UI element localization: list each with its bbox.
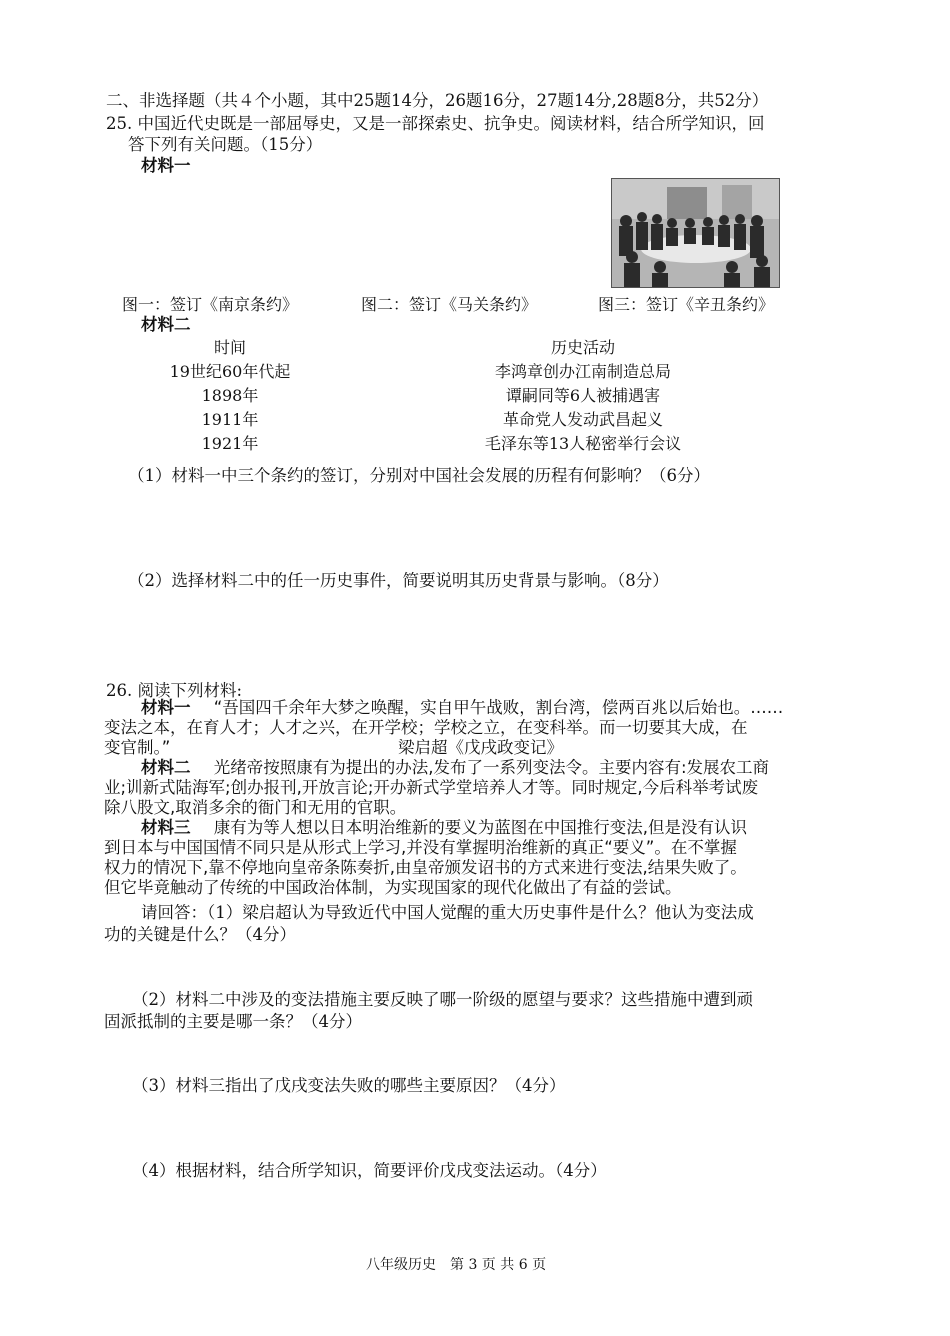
treaty-signing-photo bbox=[611, 178, 780, 288]
q25-stem-line2: 答下列有关问题。（15分） bbox=[128, 135, 323, 154]
table-cell-time: 1921年 bbox=[201, 434, 259, 453]
q26-material2-line2: 业;训新式陆海军;创办报刊,开放言论;开办新式学堂培养人才等。同时规定,今后科举考试废 bbox=[104, 778, 759, 797]
q26-ask1-line2: 功的关键是什么？（4分） bbox=[104, 925, 296, 944]
q26-material1-text: “吾国四千余年大梦之唤醒，实自甲午战败，割台湾，偿两百兆以后始也。…… bbox=[213, 698, 784, 717]
table-cell-time: 1898年 bbox=[201, 386, 259, 405]
q26-material3-line3: 权力的情况下,靠不停地向皇帝条陈奏折,由皇帝颁发诏书的方式来进行变法,结果失败了。 bbox=[104, 858, 747, 877]
table-cell-activity: 李鸿章创办江南制造总局 bbox=[494, 362, 671, 381]
q26-ask1-line1: 请回答：（1）梁启超认为导致近代中国人觉醒的重大历史事件是什么？他认为变法成 bbox=[141, 903, 754, 922]
q25-sub-question-2: （2）选择材料二中的任一历史事件，简要说明其历史背景与影响。（8分） bbox=[128, 571, 669, 590]
q26-material1-line3: 变官制。” bbox=[104, 738, 171, 757]
q26-material1-line2: 变法之本，在育人才；人才之兴，在开学校；学校之立，在变科举。而一切要其大成，在 bbox=[104, 718, 748, 737]
table-header-time: 时间 bbox=[213, 338, 246, 357]
q26-material2-text: 光绪帝按照康有为提出的办法,发布了一系列变法令。主要内容有:发展农工商 bbox=[213, 758, 770, 777]
q26-ask2-line2: 固派抵制的主要是哪一条？（4分） bbox=[104, 1012, 362, 1031]
page-footer: 八年级历史 第 3 页 共 6 页 bbox=[366, 1257, 547, 1273]
q25-stem-line1: 25. 中国近代史既是一部屈辱史，又是一部探索史、抗争史。阅读材料，结合所学知识，回 bbox=[106, 114, 765, 133]
treaty-signing-photo-drawing bbox=[612, 179, 779, 287]
table-cell-activity: 毛泽东等13人秘密举行会议 bbox=[484, 434, 682, 453]
table-activity-column bbox=[448, 336, 718, 456]
table-cell-activity: 革命党人发动武昌起义 bbox=[502, 410, 663, 429]
q26-ask4: （4）根据材料，结合所学知识，简要评价戊戌变法运动。（4分） bbox=[132, 1161, 607, 1180]
table-cell-time: 1911年 bbox=[201, 410, 259, 429]
q26-material1-label: 材料一 bbox=[141, 698, 191, 717]
q26-material1-line1 bbox=[141, 697, 783, 719]
q26-ask2-line1: （2）材料二中涉及的变法措施主要反映了哪一阶级的愿望与要求？这些措施中遭到顽 bbox=[132, 990, 753, 1009]
q26-material2-label: 材料二 bbox=[141, 758, 191, 777]
table-cell-activity: 谭嗣同等6人被捕遇害 bbox=[505, 386, 661, 405]
q25-material2-label: 材料二 bbox=[141, 315, 191, 334]
q26-material3-line2: 到日本与中国国情不同只是从形式上学习,并没有掌握明治维新的真正“要义”。在不掌握 bbox=[104, 838, 737, 857]
q25-material1-label: 材料一 bbox=[141, 156, 191, 175]
q26-material3-label: 材料三 bbox=[141, 818, 191, 837]
section-header: 二、非选择题（共４个小题，其中25题14分，26题16分，27题14分,28题8分，共52分） bbox=[106, 91, 769, 110]
caption-figure2: 图二：签订《马关条约》 bbox=[361, 295, 538, 314]
table-cell-time: 19世纪60年代起 bbox=[169, 362, 291, 381]
caption-figure3: 图三：签订《辛丑条约》 bbox=[598, 295, 775, 314]
q26-material1-source: 梁启超《戊戌政变记》 bbox=[398, 738, 563, 757]
q26-material3-text: 康有为等人想以日本明治维新的要义为蓝图在中国推行变法,但是没有认识 bbox=[213, 818, 747, 837]
caption-figure1: 图一：签订《南京条约》 bbox=[122, 295, 299, 314]
q25-sub-question-1: （1）材料一中三个条约的签订，分别对中国社会发展的历程有何影响？（6分） bbox=[128, 466, 710, 485]
table-header-activity: 历史活动 bbox=[550, 338, 615, 357]
q26-material3-line1 bbox=[141, 817, 747, 839]
q26-material3-line4: 但它毕竟触动了传统的中国政治体制，为实现国家的现代化做出了有益的尝试。 bbox=[104, 878, 682, 897]
q26-ask3: （3）材料三指出了戊戌变法失败的哪些主要原因？（4分） bbox=[132, 1076, 566, 1095]
q26-intro: 26. 阅读下列材料: bbox=[106, 681, 243, 700]
q26-material2-line1 bbox=[141, 757, 769, 779]
q26-material2-line3: 除八股文,取消多余的衙门和无用的官职。 bbox=[104, 798, 407, 817]
table-time-column bbox=[130, 336, 330, 456]
